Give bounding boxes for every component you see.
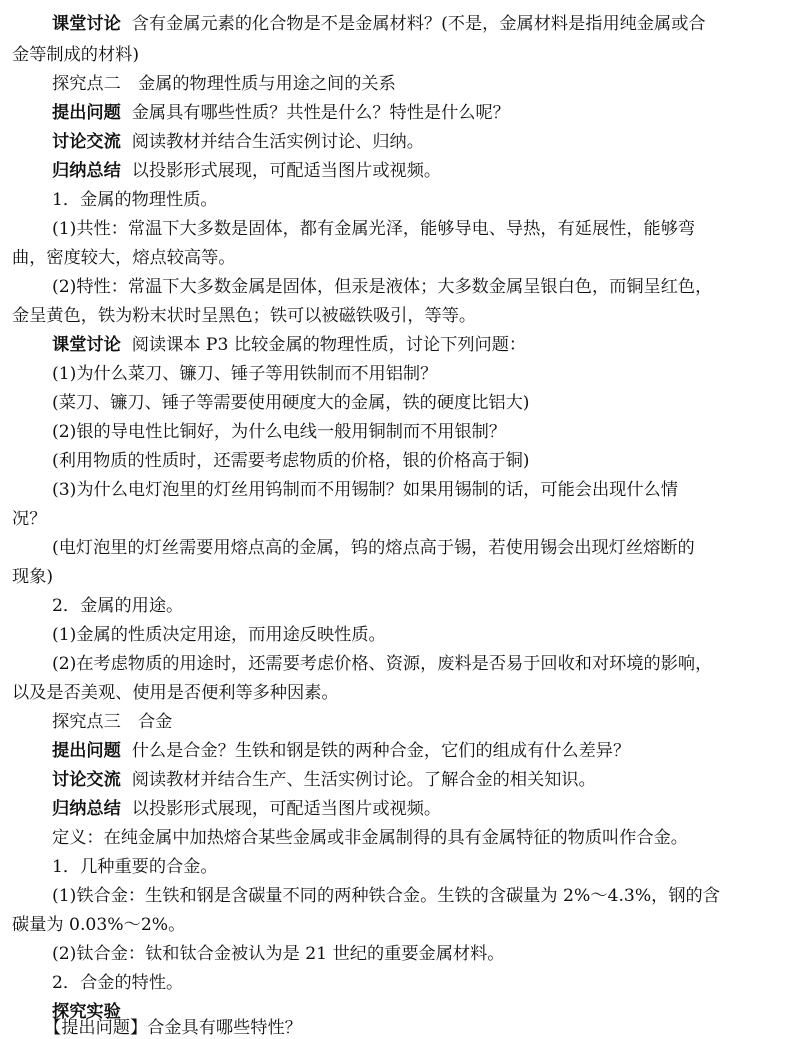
- text-line: [52, 13, 706, 35]
- line-text: 碳量为 0.03%～2%。: [12, 915, 186, 935]
- keyword: 课堂讨论: [52, 335, 121, 355]
- line-text: 阅读教材并结合生产、生活实例讨论。了解合金的相关知识。: [131, 770, 596, 790]
- line-text: (利用物质的性质时，还需要考虑物质的价格，银的价格高于铜): [52, 451, 530, 471]
- line-text: 探究点三 合金: [52, 712, 173, 732]
- text-line: [52, 943, 504, 965]
- line-text: 阅读教材并结合生活实例讨论、归纳。: [131, 132, 424, 152]
- line-text: 含有金属元素的化合物是不是金属材料？(不是，金属材料是指用纯金属或合: [131, 14, 706, 34]
- text-line: [12, 508, 46, 530]
- keyword: 课堂讨论: [52, 14, 121, 34]
- text-line: [52, 131, 424, 153]
- text-line: [52, 189, 218, 211]
- section-heading: [52, 711, 172, 733]
- text-line: [52, 856, 218, 878]
- text-line: [52, 595, 183, 617]
- line-text: 2．金属的用途。: [52, 596, 184, 616]
- line-text: 金等制成的材料): [12, 45, 140, 65]
- keyword: 归纳总结: [52, 161, 121, 181]
- text-line: [12, 305, 476, 327]
- line-text: (3)为什么电灯泡里的灯丝用钨制而不用锡制？如果用锡制的话，可能会出现什么情: [52, 480, 678, 500]
- text-line: [52, 276, 712, 298]
- line-text: (菜刀、镰刀、锤子等需要使用硬度大的金属，铁的硬度比铝大): [52, 393, 530, 413]
- text-line: [12, 44, 139, 66]
- keyword: 提出问题: [52, 741, 121, 761]
- text-line: [12, 247, 235, 269]
- keyword: 提出问题: [52, 103, 121, 123]
- line-text: 以及是否美观、使用是否便利等多种因素。: [12, 683, 339, 703]
- text-line: [52, 160, 441, 182]
- text-line: [52, 885, 720, 907]
- keyword: 讨论交流: [52, 770, 121, 790]
- text-line: [52, 798, 441, 820]
- text-line: [52, 102, 510, 124]
- text-line: [12, 566, 53, 588]
- line-text: (1)为什么菜刀、镰刀、锤子等用铁制而不用铝制？: [52, 364, 438, 384]
- text-line: [52, 218, 695, 240]
- text-line: [52, 769, 596, 791]
- text-line: [44, 1017, 302, 1039]
- text-line: [12, 914, 185, 936]
- text-line: [52, 450, 529, 472]
- text-line: [52, 363, 437, 385]
- line-text: (1)铁合金：生铁和钢是含碳量不同的两种铁合金。生铁的含碳量为 2%～4.3%，钢的含: [52, 886, 720, 906]
- line-text: 现象): [12, 567, 54, 587]
- text-line: [52, 392, 529, 414]
- line-text: 2．合金的特性。: [52, 973, 184, 993]
- section-heading: [52, 73, 396, 95]
- line-text: 曲，密度较大，熔点较高等。: [12, 248, 236, 268]
- line-text: 金呈黄色，铁为粉末状时呈黑色；铁可以被磁铁吸引，等等。: [12, 306, 477, 326]
- text-line: [52, 479, 678, 501]
- text-line: [52, 827, 688, 849]
- line-text: 探究点二 金属的物理性质与用途之间的关系: [52, 74, 396, 94]
- text-line: [52, 421, 506, 443]
- line-text: (1)金属的性质决定用途，而用途反映性质。: [52, 625, 386, 645]
- line-text: 1．金属的物理性质。: [52, 190, 218, 210]
- line-text: 定义：在纯金属中加热熔合某些金属或非金属制得的具有金属特征的物质叫作合金。: [52, 828, 688, 848]
- line-text: (2)银的导电性比铜好，为什么电线一般用铜制而不用银制？: [52, 422, 507, 442]
- line-text: 【提出问题】合金具有哪些特性？: [44, 1018, 302, 1038]
- line-text: 况？: [12, 509, 47, 529]
- line-text: (电灯泡里的灯丝需要用熔点高的金属，钨的熔点高于锡，若使用锡会出现灯丝熔断的: [52, 538, 695, 558]
- line-text: (2)特性：常温下大多数金属是固体，但汞是液体；大多数金属呈银白色，而铜呈红色，: [52, 277, 713, 297]
- line-text: 阅读课本 P3 比较金属的物理性质，讨论下列问题：: [131, 335, 527, 355]
- line-text: 什么是合金？生铁和钢是铁的两种合金，它们的组成有什么差异？: [131, 741, 631, 761]
- line-text: (2)钛合金：钛和钛合金被认为是 21 世纪的重要金属材料。: [52, 944, 505, 964]
- line-text: 金属具有哪些性质？共性是什么？特性是什么呢？: [131, 103, 510, 123]
- text-line: [52, 740, 630, 762]
- keyword: 讨论交流: [52, 132, 121, 152]
- text-line: [12, 682, 339, 704]
- text-line: [52, 624, 386, 646]
- keyword: 探究实验: [52, 1002, 121, 1022]
- line-text: 1．几种重要的合金。: [52, 857, 218, 877]
- line-text: (1)共性：常温下大多数是固体，都有金属光泽，能够导电、导热，有延展性，能够弯: [52, 219, 696, 239]
- text-line: [52, 334, 526, 356]
- line-text: (2)在考虑物质的用途时，还需要考虑价格、资源，废料是否易于回收和对环境的影响，: [52, 654, 713, 674]
- keyword: 归纳总结: [52, 799, 121, 819]
- text-line: [52, 653, 712, 675]
- text-line: [52, 537, 695, 559]
- line-text: 以投影形式展现，可配适当图片或视频。: [131, 161, 442, 181]
- text-line: [52, 972, 183, 994]
- line-text: 以投影形式展现，可配适当图片或视频。: [131, 799, 442, 819]
